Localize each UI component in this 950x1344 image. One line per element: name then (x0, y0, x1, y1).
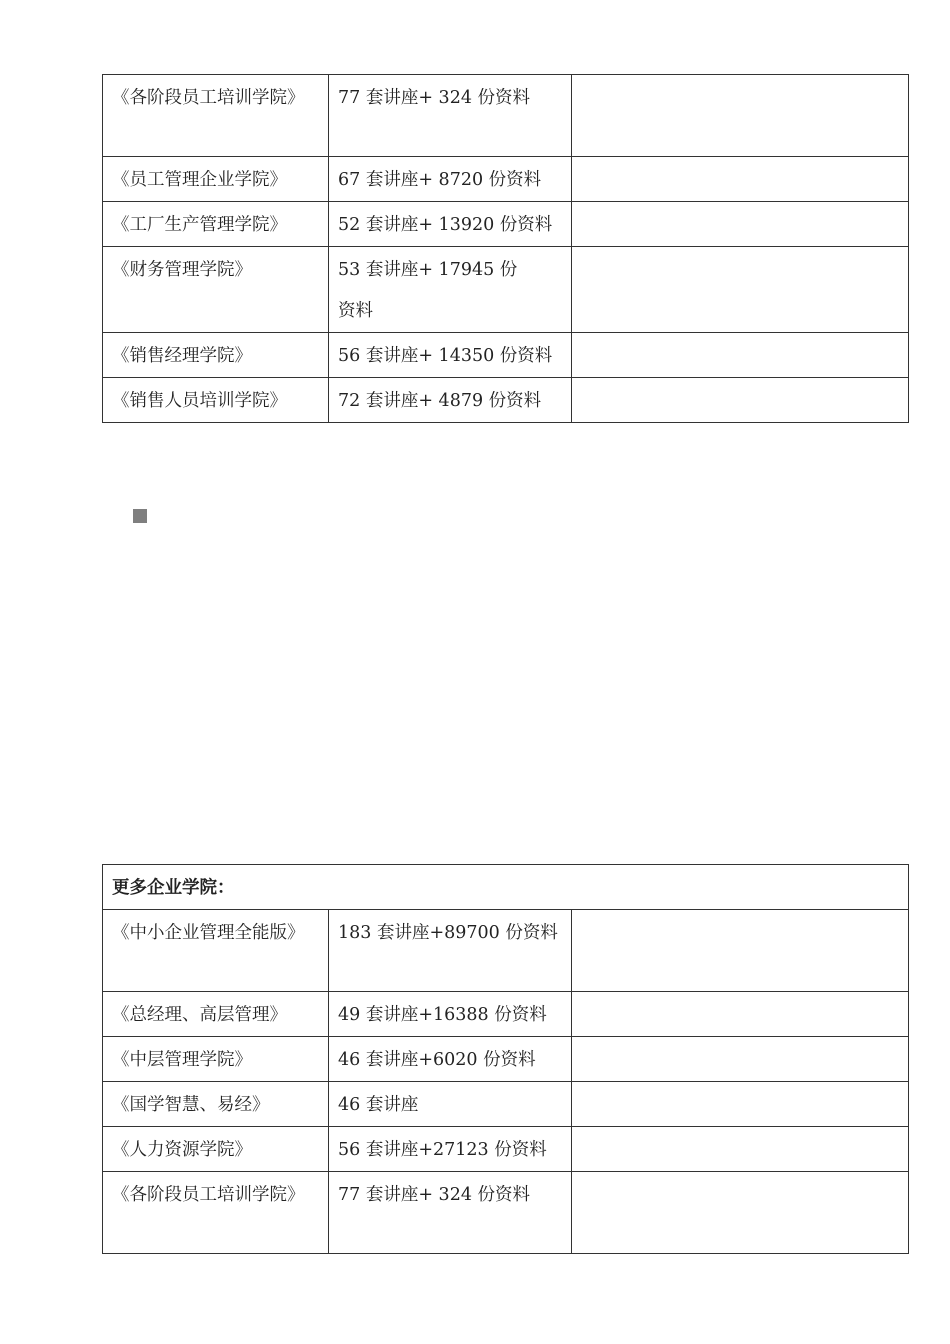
academy-content-cell: 52 套讲座+ 13920 份资料 (329, 202, 572, 247)
academy-empty-cell (572, 910, 909, 992)
table-row (103, 992, 909, 1037)
academy-table-bottom (102, 864, 909, 1254)
academy-empty-cell (572, 247, 909, 333)
academy-empty-cell (572, 202, 909, 247)
table-row (103, 1037, 909, 1082)
table-row (103, 157, 909, 202)
academy-content-cell: 46 套讲座+6020 份资料 (329, 1037, 572, 1082)
table-header-row (103, 865, 909, 910)
academy-content-cell: 46 套讲座 (329, 1082, 572, 1127)
table-row (103, 75, 909, 157)
table-row (103, 1082, 909, 1127)
more-academies-heading: 更多企业学院： (103, 865, 909, 910)
academy-name-cell: 《工厂生产管理学院》 (103, 202, 329, 247)
academy-name-cell: 《销售人员培训学院》 (103, 378, 329, 423)
academy-name-cell: 《各阶段员工培训学院》 (103, 1172, 329, 1254)
square-bullet-icon (133, 509, 147, 523)
academy-content-cell: 77 套讲座+ 324 份资料 (329, 75, 572, 157)
academy-empty-cell (572, 157, 909, 202)
academy-name-cell: 《总经理、高层管理》 (103, 992, 329, 1037)
academy-empty-cell (572, 333, 909, 378)
academy-name-cell: 《国学智慧、易经》 (103, 1082, 329, 1127)
academy-content-cell: 56 套讲座+ 14350 份资料 (329, 333, 572, 378)
academy-empty-cell (572, 1037, 909, 1082)
academy-content-cell: 72 套讲座+ 4879 份资料 (329, 378, 572, 423)
academy-content-cell: 77 套讲座+ 324 份资料 (329, 1172, 572, 1254)
academy-empty-cell (572, 992, 909, 1037)
academy-content-cell: 53 套讲座+ 17945 份资料 (329, 247, 572, 333)
table-row (103, 378, 909, 423)
academy-name-cell: 《人力资源学院》 (103, 1127, 329, 1172)
table-row (103, 247, 909, 333)
academy-name-cell: 《员工管理企业学院》 (103, 157, 329, 202)
table-row (103, 1127, 909, 1172)
academy-content-cell: 56 套讲座+27123 份资料 (329, 1127, 572, 1172)
academy-content-cell: 183 套讲座+89700 份资料 (329, 910, 572, 992)
academy-empty-cell (572, 75, 909, 157)
academy-empty-cell (572, 1172, 909, 1254)
academy-empty-cell (572, 378, 909, 423)
academy-name-cell: 《中层管理学院》 (103, 1037, 329, 1082)
table-row (103, 333, 909, 378)
academy-name-cell: 《销售经理学院》 (103, 333, 329, 378)
academy-name-cell: 《各阶段员工培训学院》 (103, 75, 329, 157)
academy-empty-cell (572, 1082, 909, 1127)
academy-name-cell: 《财务管理学院》 (103, 247, 329, 333)
table-row (103, 910, 909, 992)
academy-content-cell: 49 套讲座+16388 份资料 (329, 992, 572, 1037)
table-row (103, 1172, 909, 1254)
academy-table-top (102, 74, 909, 423)
academy-content-cell: 67 套讲座+ 8720 份资料 (329, 157, 572, 202)
academy-name-cell: 《中小企业管理全能版》 (103, 910, 329, 992)
table-row (103, 202, 909, 247)
academy-empty-cell (572, 1127, 909, 1172)
